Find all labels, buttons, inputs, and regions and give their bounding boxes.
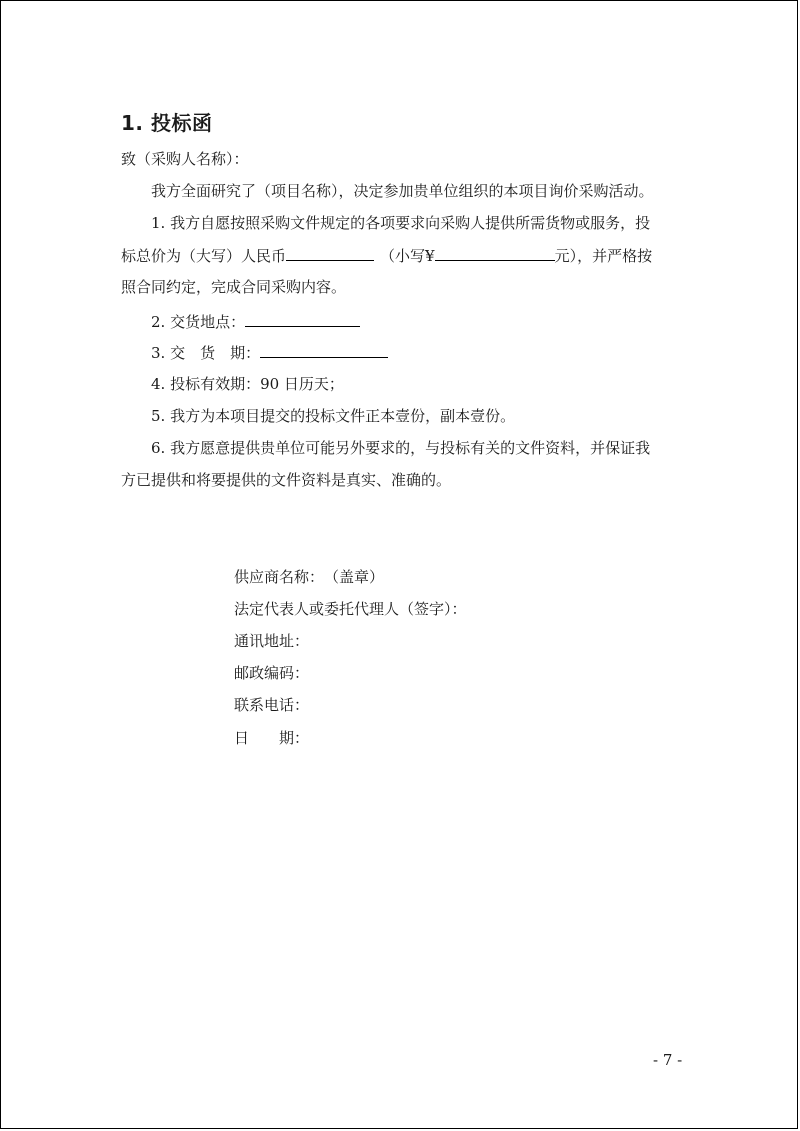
address-field: 通讯地址： [234,632,310,650]
item-5: 5. 我方为本项目提交的投标文件正本壹份，副本壹份。 [151,407,516,425]
delivery-period-blank[interactable] [260,342,388,358]
date-field: 日 期： [234,729,310,747]
item-1-line-2 [121,245,652,266]
phone-field: 联系电话： [234,696,310,714]
item-1-total-suffix: 元），并严格按 [554,247,653,265]
item-2 [151,311,360,332]
page-number: - 7 - [653,1051,683,1069]
item-1-line-1: 1. 我方自愿按照采购文件规定的各项要求向采购人提供所需货物或服务，投 [151,214,651,232]
delivery-period-label: 3. 交 货 期： [151,344,261,362]
delivery-location-blank[interactable] [245,311,360,327]
item-4: 4. 投标有效期：90 日历天； [151,375,344,393]
legal-representative-field: 法定代表人或委托代理人（签字）： [234,600,467,618]
item-1-total-lowercase-label: （小写¥ [380,247,435,265]
supplier-name-field: 供应商名称： （盖章） [234,568,385,586]
delivery-location-label: 2. 交货地点： [151,313,246,331]
item-3 [151,342,388,363]
item-1-line-3: 照合同约定，完成合同采购内容。 [121,278,347,296]
intro-paragraph: 我方全面研究了（项目名称），决定参加贵单位组织的本项目询价采购活动。 [151,182,654,200]
document-title: 1. 投标函 [121,111,213,135]
postal-code-field: 邮政编码： [234,664,310,682]
item-6-line-2: 方已提供和将要提供的文件资料是真实、准确的。 [121,471,452,489]
amount-lowercase-blank[interactable] [435,245,555,261]
salutation: 致（采购人名称）： [121,150,249,168]
item-6-line-1: 6. 我方愿意提供贵单位可能另外要求的，与投标有关的文件资料，并保证我 [151,439,651,457]
amount-uppercase-blank[interactable] [286,245,374,261]
item-1-total-uppercase-label: 标总价为（大写）人民币 [121,247,287,265]
